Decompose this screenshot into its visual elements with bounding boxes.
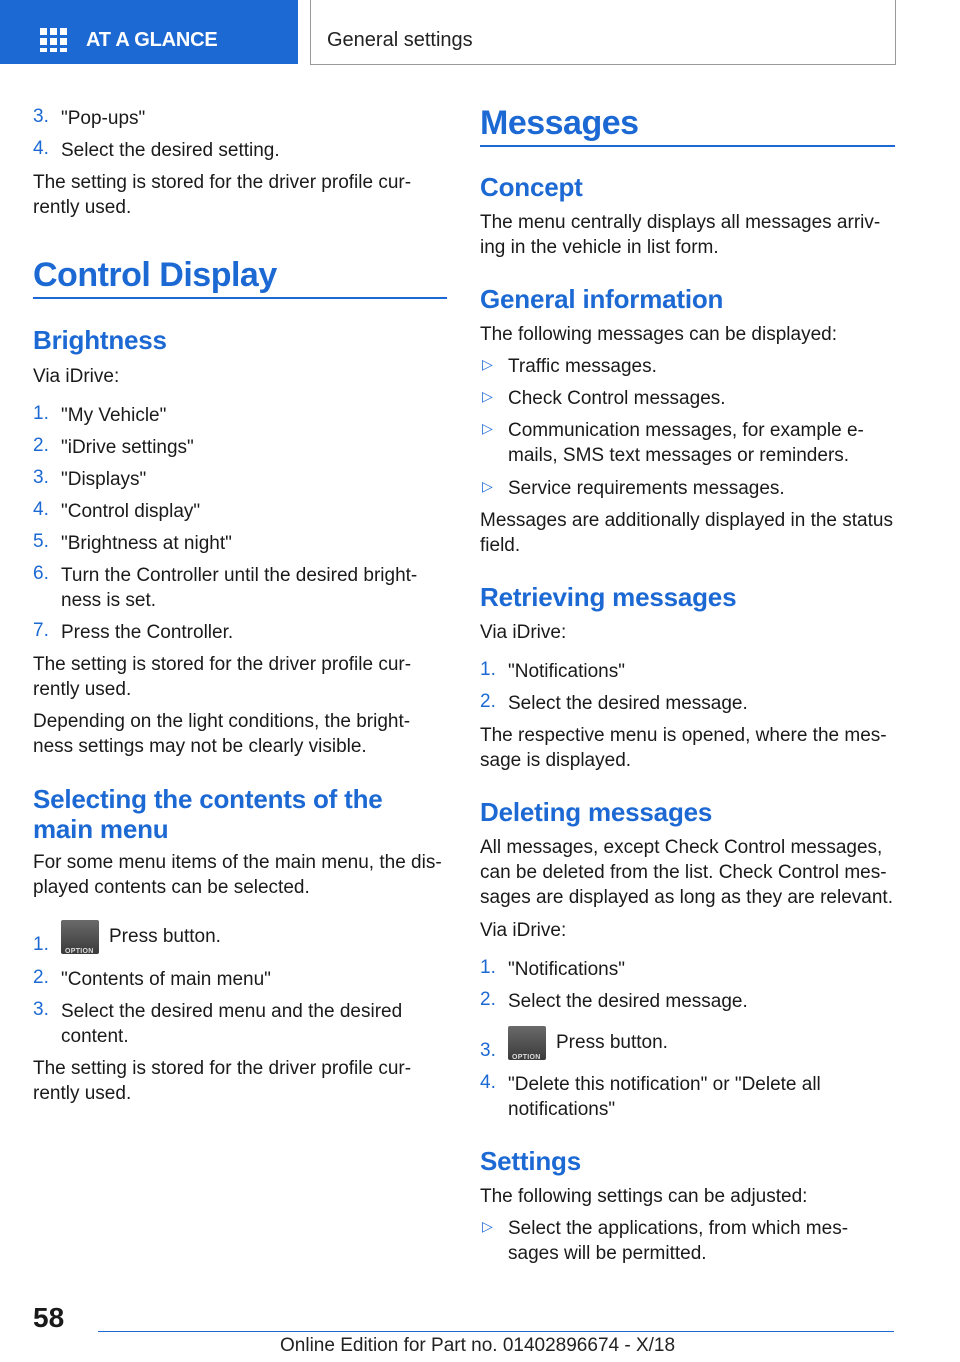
deleting-text: All messages, except Check Control messages, can be deleted from the list. Check Control mes-sages are displayed as long as they are relevant. <box>480 837 893 908</box>
triangle-bullet-icon: ▷ <box>482 420 493 436</box>
intro-note: The setting is stored for the driver profile cur-rently used. <box>33 172 412 218</box>
option-button-icon: OPTION <box>61 920 99 954</box>
general-heading: General information <box>480 284 724 314</box>
section-label: General settings <box>327 29 473 51</box>
settings-intro: The following settings can be adjusted: <box>480 1186 808 1207</box>
deleting-heading: Deleting messages <box>480 797 713 827</box>
edition-text: Online Edition for Part no. 01402896674 - X/18 <box>280 1335 676 1356</box>
retrieving-via: Via iDrive: <box>480 622 567 643</box>
general-intro: The following messages can be displayed: <box>480 324 837 345</box>
main-menu-heading: Selecting the contents of the main menu <box>33 784 383 844</box>
retrieving-heading: Retrieving messages <box>480 582 737 612</box>
brightness-note: The setting is stored for the driver profile cur-rently used. <box>33 654 412 700</box>
triangle-bullet-icon: ▷ <box>482 1218 493 1234</box>
list-item: 3. OPTION Press button. <box>480 1021 895 1059</box>
brightness-note: Depending on the light conditions, the bright-ness settings may not be clearly visible. <box>33 711 411 757</box>
option-button-icon: OPTION <box>508 1026 546 1060</box>
retrieving-note: The respective menu is opened, where the mes-sage is displayed. <box>480 725 887 771</box>
heading-rule <box>480 145 895 147</box>
deleting-via: Via iDrive: <box>480 920 567 941</box>
settings-heading: Settings <box>480 1146 581 1176</box>
list-item: 1. OPTION Press button. <box>33 915 447 953</box>
heading-rule <box>33 297 447 299</box>
main-menu-intro: For some menu items of the main menu, the dis-played contents can be selected. <box>33 852 442 898</box>
chapter-tab[interactable] <box>0 0 298 64</box>
page-header <box>0 0 960 66</box>
control-display-heading: Control Display <box>33 256 277 294</box>
chapter-label: AT A GLANCE <box>86 29 218 51</box>
triangle-bullet-icon: ▷ <box>482 388 493 404</box>
messages-heading: Messages <box>480 104 639 142</box>
page-number: 58 <box>33 1302 65 1333</box>
concept-text: The menu centrally displays all messages arriv-ing in the vehicle in list form. <box>480 212 881 258</box>
general-note: Messages are additionally displayed in the status field. <box>480 510 893 556</box>
section-tab <box>310 0 896 65</box>
grid-icon <box>40 28 67 52</box>
concept-heading: Concept <box>480 172 583 202</box>
brightness-via: Via iDrive: <box>33 366 120 387</box>
footer-rule <box>98 1331 894 1332</box>
triangle-bullet-icon: ▷ <box>482 478 493 494</box>
triangle-bullet-icon: ▷ <box>482 356 493 372</box>
brightness-heading: Brightness <box>33 325 167 355</box>
main-menu-note: The setting is stored for the driver profile cur-rently used. <box>33 1058 412 1104</box>
